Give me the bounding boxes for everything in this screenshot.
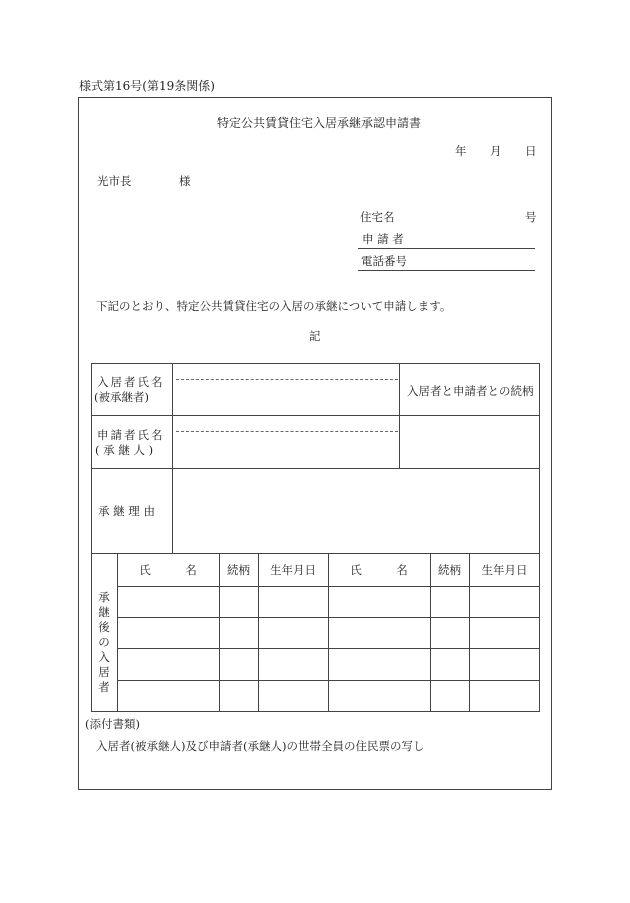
furigana-line [176, 379, 398, 380]
phone-underline [358, 270, 535, 271]
number-suffix: 号 [525, 210, 537, 224]
col-header-relation: 続柄 [438, 563, 461, 577]
ki-label: 記 [309, 329, 321, 343]
applicant-label: 申 請 者 [362, 232, 404, 246]
table-rule [91, 415, 540, 416]
housing-name-label: 住宅名 [360, 210, 395, 224]
attachments-item: 入居者(被承継人)及び申請者(承継人)の世帯全員の住民票の写し [96, 739, 425, 753]
table-rule [258, 553, 259, 712]
table-rule [328, 553, 329, 712]
table-rule [172, 363, 173, 553]
statement-text: 下記のとおり、特定公共賃貸住宅の入居の承継について申請します。 [96, 299, 452, 313]
date-month-label: 月 [490, 144, 502, 158]
table-rule [91, 468, 540, 469]
date-day-label: 日 [525, 144, 537, 158]
attachments-heading: (添付書類) [85, 717, 140, 731]
table-rule [91, 553, 540, 554]
tenant-name-label: 入居者氏名 [97, 375, 165, 389]
applicant-name-sublabel: ( 承 継 人 ) [95, 443, 154, 457]
relation-header: 入居者と申請者との続柄 [407, 384, 534, 398]
tenant-name-sublabel: (被承継者) [94, 390, 149, 404]
col-header-birthdate: 生年月日 [481, 563, 528, 577]
col-header-name: 氏 名 [139, 563, 197, 577]
form-title: 特定公共賃貸住宅入居承継承認申請書 [217, 116, 422, 130]
phone-label: 電話番号 [361, 254, 407, 268]
date-year-label: 年 [455, 144, 467, 158]
col-header-relation: 続柄 [227, 563, 250, 577]
applicant-name-label: 申請者氏名 [97, 428, 165, 442]
col-header-birthdate: 生年月日 [270, 563, 316, 577]
applicant-underline [358, 248, 535, 249]
table-rule [469, 553, 470, 712]
addressee-name: 光市長 [97, 174, 132, 188]
addressee-honorific: 様 [179, 174, 191, 188]
furigana-line [176, 431, 398, 432]
table-rule [399, 363, 400, 468]
reason-label: 承 継 理 由 [98, 504, 155, 518]
table-rule [117, 553, 118, 712]
table-rule [430, 553, 431, 712]
col-header-name: 氏 名 [350, 563, 408, 577]
table-rule [219, 553, 220, 712]
form-number: 様式第16号(第19条関係) [79, 79, 215, 93]
after-succession-label: 承継後の入居者 [98, 590, 110, 694]
